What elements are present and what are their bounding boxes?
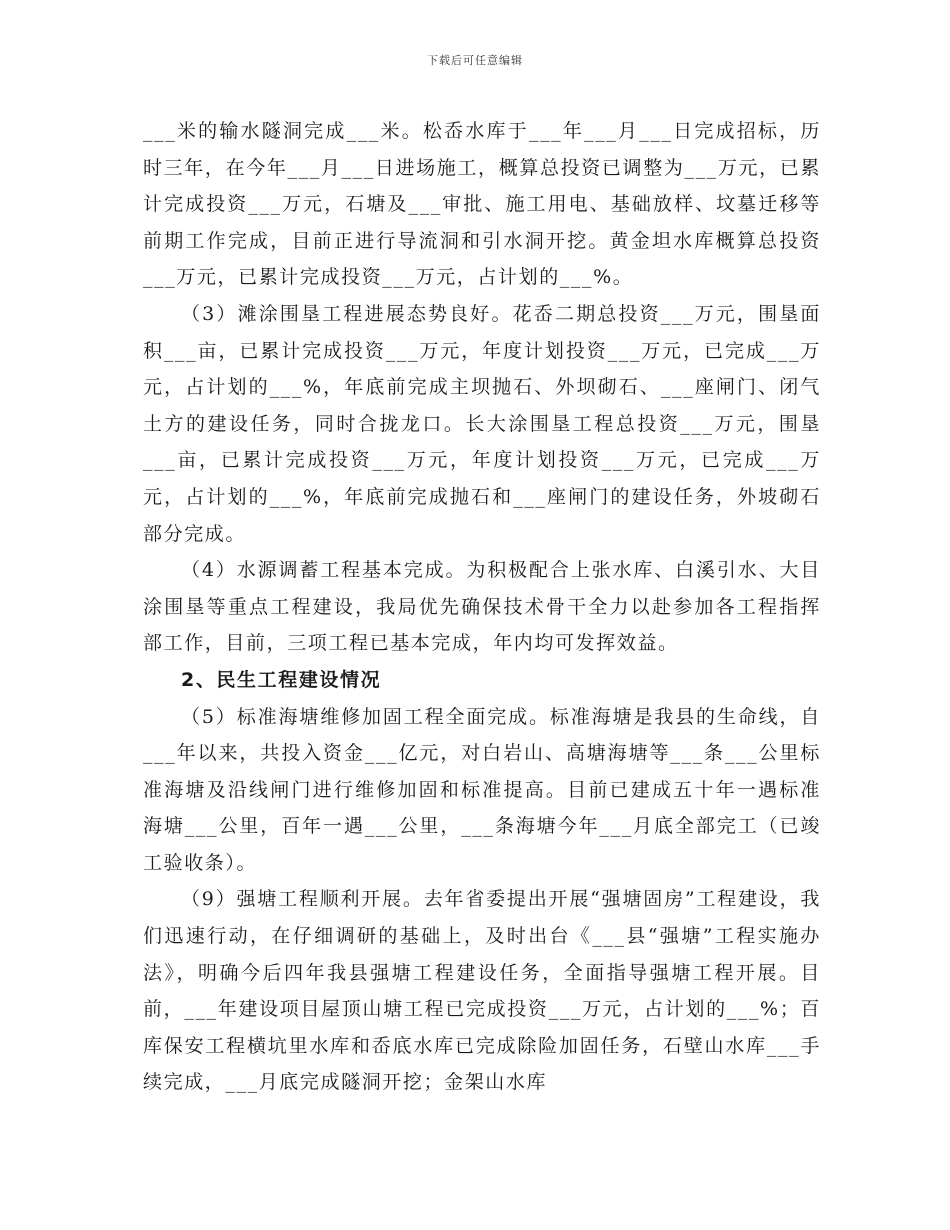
paragraph-strong-pond-project: （9）强塘工程顺利开展。去年省委提出开展“强塘固房”工程建设，我们迅速行动，在仔细调研的基础上，及时出台《___县“强塘”工程实施办法》，明确今后四年我县强塘工程建设任务，全面指导强塘工程开展。目前，___年建设项目屋顶山塘工程已完成投资___万元，占计划的___%；百库保安工程横坑里水库和岙底水库已完成除险加固任务，石壁山水库___手续完成，___月底完成隧洞开挖；金架山水库 [143,888,822,1094]
section-heading: 2、民生工程建设情况 [181,668,382,691]
paragraph-seawall-reinforcement: （5）标准海塘维修加固工程全面完成。标准海塘是我县的生命线，自___年以来，共投入资金___亿元，对白岩山、高塘海塘等___条___公里标准海塘及沿线闸门进行维修加固和标准提高。目前已建成五十年一遇标准海塘___公里，百年一遇___公里，___条海塘今年___月底全部完工（已竣工验收条）。 [143,705,821,874]
paragraph-tidal-flat-reclamation: （3）滩涂围垦工程进展态势良好。花岙二期总投资___万元，围垦面积___亩，已累计完成投资___万元，年度计划投资___万元，已完成___万元，占计划的___%，年底前完成主坝抛石、外坝砌石、___座闸门、闭气土方的建设任务，同时合拢龙口。长大涂围垦工程总投资___万元，围垦___亩，已累计完成投资___万元，年度计划投资___万元，已完成___万元，占计划的___%，年底前完成抛石和___座闸门的建设任务，外坡砌石部分完成。 [143,302,821,545]
paragraph-water-storage: （4）水源调蓄工程基本完成。为积极配合上张水库、白溪引水、大目涂围垦等重点工程建设，我局优先确保技术骨干全力以赴参加各工程指挥部工作，目前，三项工程已基本完成，年内均可发挥效益。 [143,559,821,655]
document-body [143,113,821,1101]
paragraph-reservoir-progress: ___米的输水隧洞完成___米。松岙水库于___年___月___日完成招标，历时三年，在今年___月___日进场施工，概算总投资已调整为___万元，已累计完成投资___万元，石塘及___审批、施工用电、基础放样、坟墓迁移等前期工作完成，目前正进行导流洞和引水洞开挖。黄金坦水库概算总投资___万元，已累计完成投资___万元，占计划的___%。 [143,120,821,289]
page-header: 下载后可任意编辑 [427,54,523,67]
